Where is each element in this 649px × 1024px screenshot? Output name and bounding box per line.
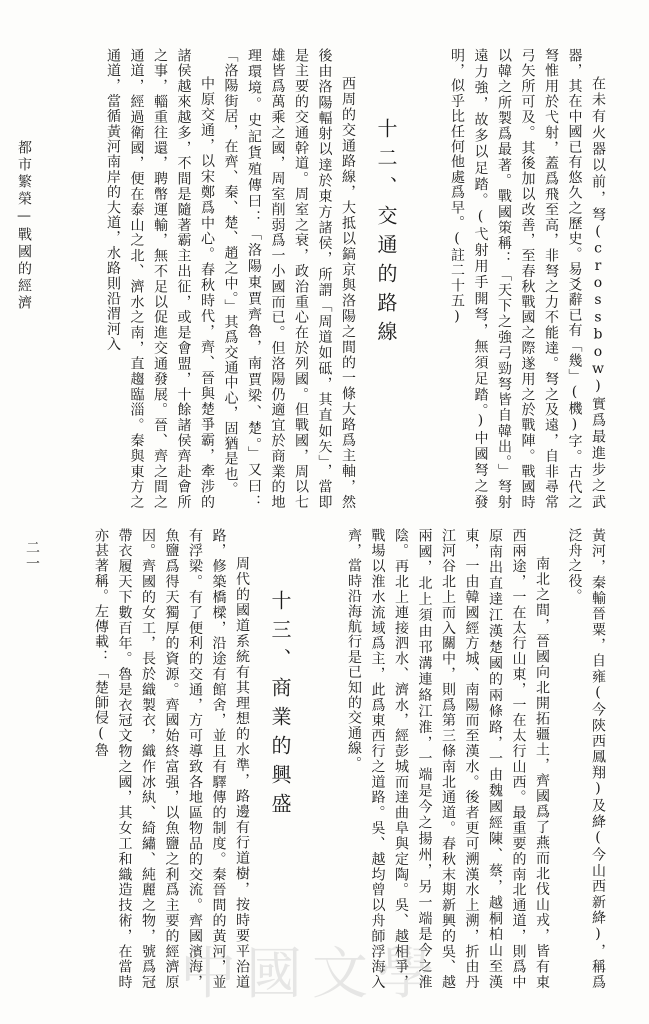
paragraph-crossbow: 在未有火器以前，弩(crossbow)實爲最進步之武器，其在中國已有悠久之歷史。易爻辭已有「幾」(機)字。古代之弩惟用於弋射，蓋爲飛至高，非弩之力不能達。弩之及遠，自非尋常弓矢所可及。其後加以改善，至春秋戰國之際遂用之於戰陣。戰國時以韓之所製爲最著。戰國策稱：「天下之強弓勁弩皆自韓出。」弩射遠力強，故多以足踏。(弋射用手開弩，無須足踏。)中國弩之發明，似乎比任何他處爲早。(註二十五) (449, 48, 606, 510)
paragraph-yellow-river: 黃河，秦輸晉粟，自雍(今陝西鳳翔)及絳(今山西新絳)，稱爲泛舟之役。 (566, 528, 606, 990)
section-heading-12: 十二、交通的路線 (374, 118, 398, 350)
paragraph-north-south-routes: 南北之間，晉國向北開拓疆土，齊國爲了燕而北伐山戎，皆有東西兩途，一在太行山東，一在太行山西。最重要的南北通道，則爲中原南出直達江漢楚國的兩條路，一由魏國經陳、蔡，越桐柏山至漢東，一由韓國經方城、南陽而至漢水。後者更可溯漢水上溯，折由丹江河谷北上而入關中，則爲第三條南北通道。春秋末期新興的吳、越兩國，北上須由邗溝連絡江淮，一端是今之揚州，另一端是今之淮陰。再北上連接泗水、濟水，經彭城而達曲阜與定陶。吳、越相爭，戰場以淮水流域爲主，此爲東西行之道路。吳、越均曾以舟師浮海入齊，當時沿海航行是已知的交通線。 (346, 528, 550, 990)
lower-text-block-commerce (43, 528, 253, 990)
upper-text-block-crossbow (434, 48, 609, 510)
paragraph-commerce: 周代的國道系統有其理想的水準，路邊有行道樹，按時要平治道路，修築橋樑，沿途有館舍，並且有驛傳的制度。秦晉間的黃河，並有浮梁。有了便利的交通，方可導致各地區物品的交流。齊國濱海，魚鹽爲得天獨厚的資源。齊國始終富强，以魚鹽之利爲主要的經濟原因。齊國的女工，長於織製衣，織作冰紈、綺繡、純麗之物，號爲冠帶衣履天下數百年。魯是衣冠文物之國，其女工和織造技術，在當時亦甚著稱。左傳載：「楚師侵(魯 (93, 528, 250, 990)
page-number: 二一 (24, 540, 40, 572)
paragraph-central-plains: 中原交通，以宋鄭爲中心。春秋時代，齊、晉與楚爭霸，牽涉的諸侯越來越多，不間是隨著霸主出征，或是會盟，十餘諸侯齊赴會所之事，輜重往還，聘幣運輸，無不足以促進交通發展。晉、齊之間之通道，經過衛國，便在泰山之北、濟水之南，直趨臨淄。秦與東方之通道，當循黃河南岸的大道，水路則沿渭河入 (105, 48, 215, 510)
lower-text-block-continuation (559, 528, 609, 990)
lower-text-block-north-south (323, 528, 553, 990)
upper-text-block-transport (29, 48, 359, 510)
paragraph-west-zhou-routes: 西周的交通路線，大抵以鎬京與洛陽之間的一條大路爲主軸，然後由洛陽輻射以達於東方諸侯，所謂「周道如砥，其直如矢」，當即是主要的交通幹道。周室之衰，政治重心在於列國。但戰國，周以七雄皆爲萬乘之國，周室削弱爲一小國而已。但洛陽仍適宜於商業的地理環境。史記貨殖傳曰：「洛陽東賈齊魯，南賈梁、楚。」又曰：「洛陽街居，在齊、秦、楚、趙之中。」其爲交通中心，固猶是也。 (222, 48, 356, 510)
watermark: 中國文學 (180, 942, 444, 1007)
section-heading-13: 十三、商業的興盛 (268, 590, 292, 822)
running-title: 都市繁榮—戰國的經濟 (16, 140, 32, 312)
